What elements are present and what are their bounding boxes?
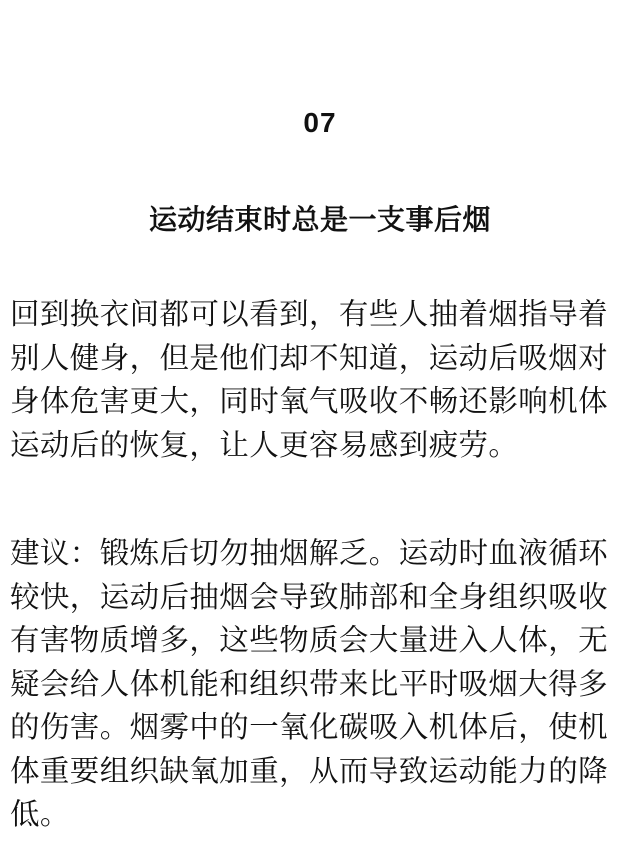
paragraph-line: 别人健身，但是他们却不知道，运动后吸烟对	[10, 340, 609, 375]
paragraph-line: 低。	[10, 797, 70, 831]
section-title: 运动结束时总是一支事后烟	[148, 203, 491, 236]
paragraph-line: 较快，运动后抽烟会导致肺部和全身组织吸收	[10, 579, 609, 614]
paragraph-line: 有害物质增多，这些物质会大量进入人体，无	[10, 623, 609, 657]
paragraph-advice	[10, 532, 636, 837]
paragraph-line: 体重要组织缺氧加重，从而导致运动能力的降	[10, 753, 609, 788]
paragraph-smoking-observation	[10, 293, 636, 467]
section-number: 07	[303, 107, 337, 138]
paragraph-line: 的伤害。烟雾中的一氧化碳吸入机体后，使机	[10, 710, 609, 744]
paragraph-line: 身体危害更大，同时氧气吸收不畅还影响机体	[10, 384, 609, 418]
paragraph-line: 疑会给人体机能和组织带来比平时吸烟大得多	[10, 666, 609, 701]
paragraph-line: 回到换衣间都可以看到，有些人抽着烟指导着	[10, 297, 609, 331]
paragraph-line: 建议：锻炼后切勿抽烟解乏。运动时血液循环	[10, 536, 609, 570]
paragraph-line: 运动后的恢复，让人更容易感到疲劳。	[10, 427, 519, 462]
